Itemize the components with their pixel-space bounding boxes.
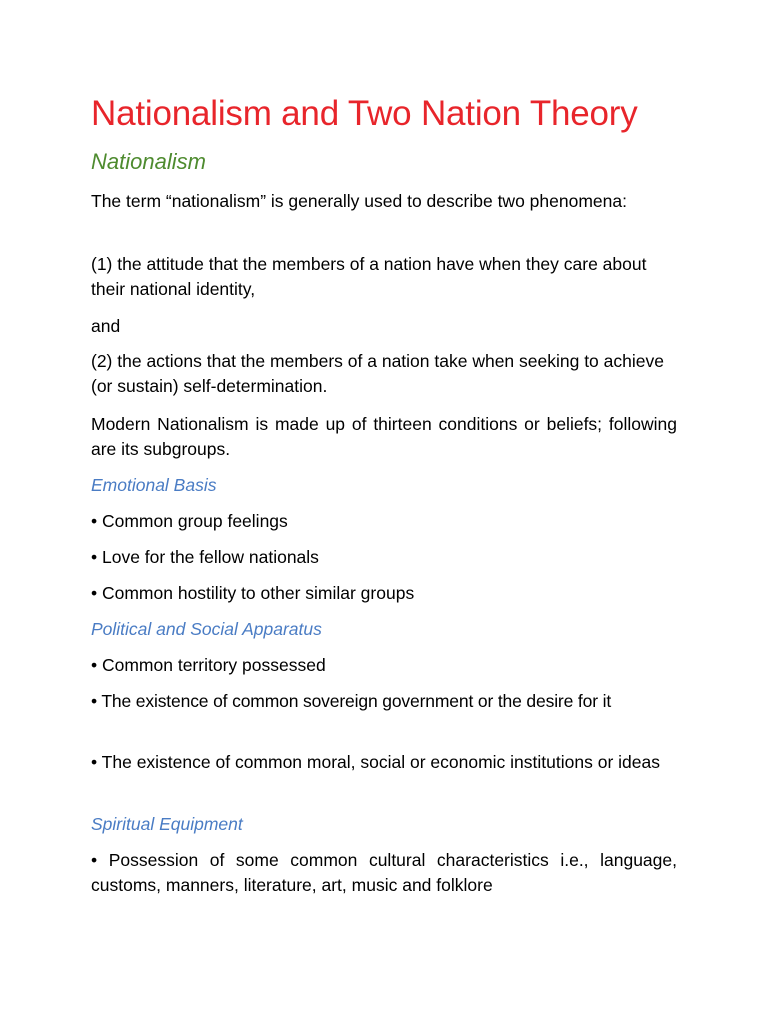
intro-paragraph: The term “nationalism” is generally used to describe two phenomena:	[91, 191, 627, 211]
bullet-possession-rest: of some common cultural characteristics i.e., language, customs, manners, literature, art, music and folklore	[91, 850, 692, 895]
section-title-nationalism: Nationalism	[91, 149, 206, 174]
bullet-love-fellow-nationals: • Love for the fellow nationals	[91, 547, 319, 567]
bullet-common-hostility-bold: • Common hostility to	[91, 583, 256, 603]
political-social-apparatus-heading: Political and Social Apparatus	[91, 619, 322, 639]
spiritual-equipment-heading: Spiritual Equipment	[91, 814, 243, 834]
bullet-common-territory: • Common territory possessed	[91, 655, 326, 675]
bullet-common-institutions: • The existence of common moral, social or economic institutions or ideas	[91, 752, 660, 772]
emotional-basis-heading: Emotional Basis	[91, 475, 217, 495]
bullet-cultural-characteristics	[91, 848, 692, 898]
and-paragraph: and	[91, 316, 121, 336]
document-title: Nationalism and Two Nation Theory	[91, 94, 638, 133]
point-two-paragraph: (2) the actions that the members of a nation take when seeking to achieve (or sustain) self-determination.	[91, 351, 664, 396]
bullet-sovereign-government: • The existence of common sovereign government or the desire for it	[91, 691, 612, 711]
bullet-possession-bold: • Possession	[91, 850, 199, 870]
point-one-paragraph: (1) the attitude that the members of a nation have when they care about their national identity,	[91, 254, 647, 299]
bullet-common-hostility-rest: other similar groups	[255, 583, 415, 603]
bullet-common-hostility	[91, 581, 677, 606]
bullet-common-group-feelings: • Common group feelings	[91, 511, 288, 531]
modern-nationalism-paragraph: Modern Nationalism is made up of thirteen conditions or beliefs; following are its subgroups.	[91, 414, 677, 459]
